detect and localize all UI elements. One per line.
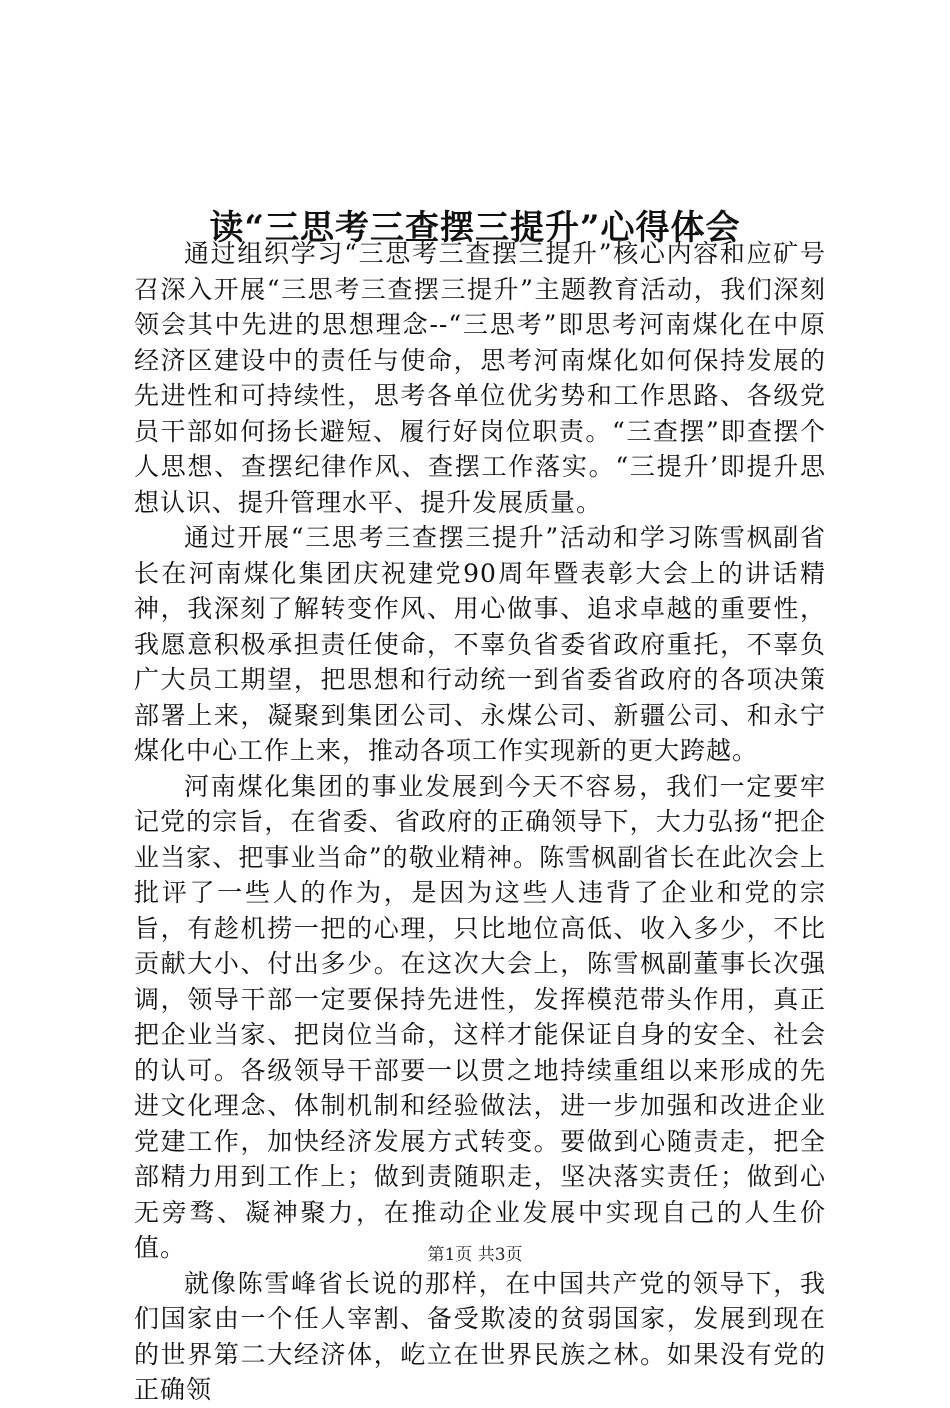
page-footer (0, 1244, 950, 1266)
document-body (134, 236, 826, 1408)
paragraph: 河南煤化集团的事业发展到今天不容易，我们一定要牢记党的宗旨，在省委、省政府的正确领导下，大力弘扬“把企业当家、把事业当命”的敬业精神。陈雪枫副省长在此次会上批评了一些人的作为，是因为这些人违背了企业和党的宗旨，有趁机捞一把的心理，只比地位高低、收入多少，不比贡献大小、付出多少。在这次大会上，陈雪枫副董事长次强调，领导干部一定要保持先进性，发挥模范带头作用，真正把企业当家、把岗位当命，这样才能保证自身的安全、社会的认可。各级领导干部要一以贯之地持续重组以来形成的先进文化理念、体制机制和经验做法，进一步加强和改进企业党建工作，加快经济发展方式转变。要做到心随责走，把全部精力用到工作上；做到责随职走，坚决落实责任；做到心无旁骛、凝神聚力，在推动企业发展中实现自己的人生价值。 (134, 771, 826, 1262)
document-title: 读“三思考三查摆三提升”心得体会 (209, 207, 741, 248)
page-number: 第1页 共3页 (427, 1245, 523, 1265)
paragraph: 通过开展“三思考三查摆三提升”活动和学习陈雪枫副省长在河南煤化集团庆祝建党90周年暨表彰大会上的讲话精神，我深刻了解转变作风、用心做事、追求卓越的重要性，我愿意积极承担责任使命，不辜负省委省政府重托，不辜负广大员工期望，把思想和行动统一到省委省政府的各项决策部署上来，凝聚到集团公司、永煤公司、新疆公司、和永宁煤化中心工作上来，推动各项工作实现新的更大跨越。 (134, 523, 826, 765)
paragraph: 就像陈雪峰省长说的那样，在中国共产党的领导下，我们国家由一个任人宰割、备受欺凌的贫弱国家，发展到现在的世界第二大经济体，屹立在世界民族之林。如果没有党的正确领 (134, 1268, 826, 1404)
paragraph: 通过组织学习“三思考三查摆三提升”核心内容和应矿号召深入开展“三思考三查摆三提升”主题教育活动，我们深刻领会其中先进的思想理念--“三思考”即思考河南煤化在中原经济区建设中的责任与使命，思考河南煤化如何保持发展的先进性和可持续性，思考各单位优劣势和工作思路、各级党员干部如何扬长避短、履行好岗位职责。“三查摆”即查摆个人思想、查摆纪律作风、查摆工作落实。“三提升’即提升思想认识、提升管理水平、提升发展质量。 (134, 239, 826, 517)
